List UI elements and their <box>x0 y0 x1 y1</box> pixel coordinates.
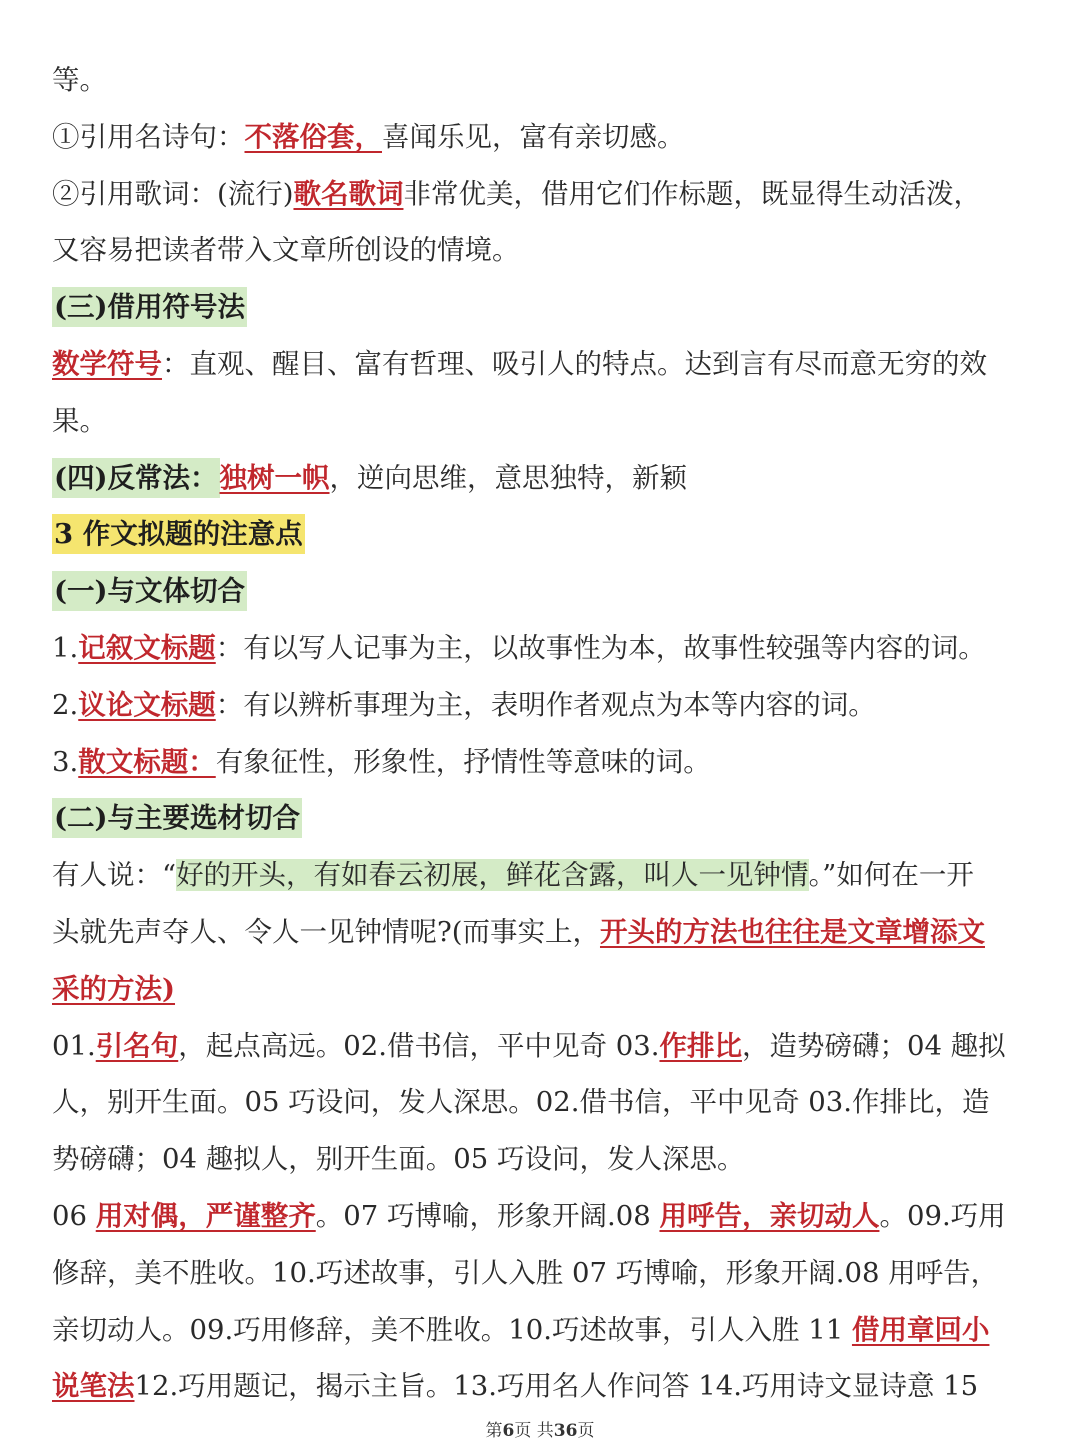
key-phrase: 说笔法 <box>52 1370 135 1403</box>
text-line: 人，别开生面。05 巧设问，发人深思。02.借书信，平中见奇 03.作排比，造 <box>52 1086 990 1119</box>
key-phrase: 数学符号 <box>52 347 162 380</box>
text-line: 2.议论文标题：有以辨析事理为主，表明作者观点为本等内容的词。 <box>52 688 876 721</box>
text-line: 亲切动人。09.巧用修辞，美不胜收。10.巧述故事，引人入胜 11 借用章回小 <box>52 1313 990 1346</box>
key-phrase: 记叙文标题 <box>78 631 216 664</box>
page-number-footer: 第6页 共36页 <box>485 1421 595 1441</box>
text-line: 1.记叙文标题：有以写人记事为主，以故事性为本，故事性较强等内容的词。 <box>52 631 986 664</box>
key-phrase: 散文标题： <box>78 745 216 778</box>
total-pages: 36 <box>553 1421 578 1441</box>
text-line: 3.散文标题：有象征性，形象性，抒情性等意味的词。 <box>52 745 711 778</box>
text-line: 06 用对偶，严谨整齐。07 巧博喻，形象开阔.08 用呼告，亲切动人。09.巧用 <box>52 1199 1006 1232</box>
document-body <box>52 52 1032 1415</box>
text-line: 有人说：“好的开头，有如春云初展，鲜花含露，叫人一见钟情。”如何在一开 <box>52 859 974 892</box>
subheading: (一)与文体切合 <box>52 563 1032 620</box>
subheading: (二)与主要选材切合 <box>52 790 1032 847</box>
key-phrase: 不落俗套， <box>244 120 382 153</box>
text-line: 数学符号：直观、醒目、富有哲理、吸引人的特点。达到言有尽而意无穷的效 <box>52 347 987 380</box>
text-line: 说笔法12.巧用题记，揭示主旨。13.巧用名人作问答 14.巧用诗文显诗意 15 <box>52 1370 979 1403</box>
text-line <box>52 961 1032 1018</box>
key-phrase: 作排比 <box>659 1029 742 1062</box>
key-phrase: 引名句 <box>95 1029 179 1062</box>
key-phrase: 独树一帜 <box>219 461 330 494</box>
subheading: (四)反常法：独树一帜，逆向思维，意思独特，新颖 <box>52 450 1032 507</box>
key-phrase: 开头的方法也往往是文章增添文 <box>599 915 985 948</box>
text-line: ①引用名诗句：不落俗套，喜闻乐见，富有亲切感。 <box>52 120 685 153</box>
text-line: 又容易把读者带入文章所创设的情境。 <box>52 234 520 267</box>
key-phrase: 用对偶，严谨整齐 <box>95 1199 316 1232</box>
key-phrase: 采的方法) <box>52 972 176 1005</box>
text-line: 修辞，美不胜收。10.巧述故事，引人入胜 07 巧博喻，形象开阔.08 用呼告， <box>52 1256 999 1289</box>
text-line: 等。 <box>52 64 107 96</box>
key-phrase: 歌名歌词 <box>293 177 404 210</box>
key-phrase: 用呼告，亲切动人 <box>659 1199 880 1232</box>
text-line: ②引用歌词：(流行)歌名歌词非常优美，借用它们作标题，既显得生动活泼， <box>52 177 981 210</box>
key-phrase: 借用章回小 <box>851 1313 990 1346</box>
key-phrase: 议论文标题 <box>78 688 216 721</box>
quote-highlight: 好的开头，有如春云初展，鲜花含露，叫人一见钟情 <box>176 859 809 892</box>
current-page: 6 <box>502 1421 515 1441</box>
text-line: 头就先声夺人、令人一见钟情呢?(而事实上，开头的方法也往往是文章增添文 <box>52 915 985 948</box>
text-line: 势磅礴；04 趣拟人，别开生面。05 巧设问，发人深思。 <box>52 1143 745 1176</box>
text-line: 果。 <box>52 404 107 437</box>
section-heading: 3 作文拟题的注意点 <box>52 506 1032 563</box>
subheading: (三)借用符号法 <box>52 279 1032 336</box>
text-line: 01.引名句，起点高远。02.借书信，平中见奇 03.作排比，造势磅礴；04 趣拟 <box>52 1029 1006 1062</box>
